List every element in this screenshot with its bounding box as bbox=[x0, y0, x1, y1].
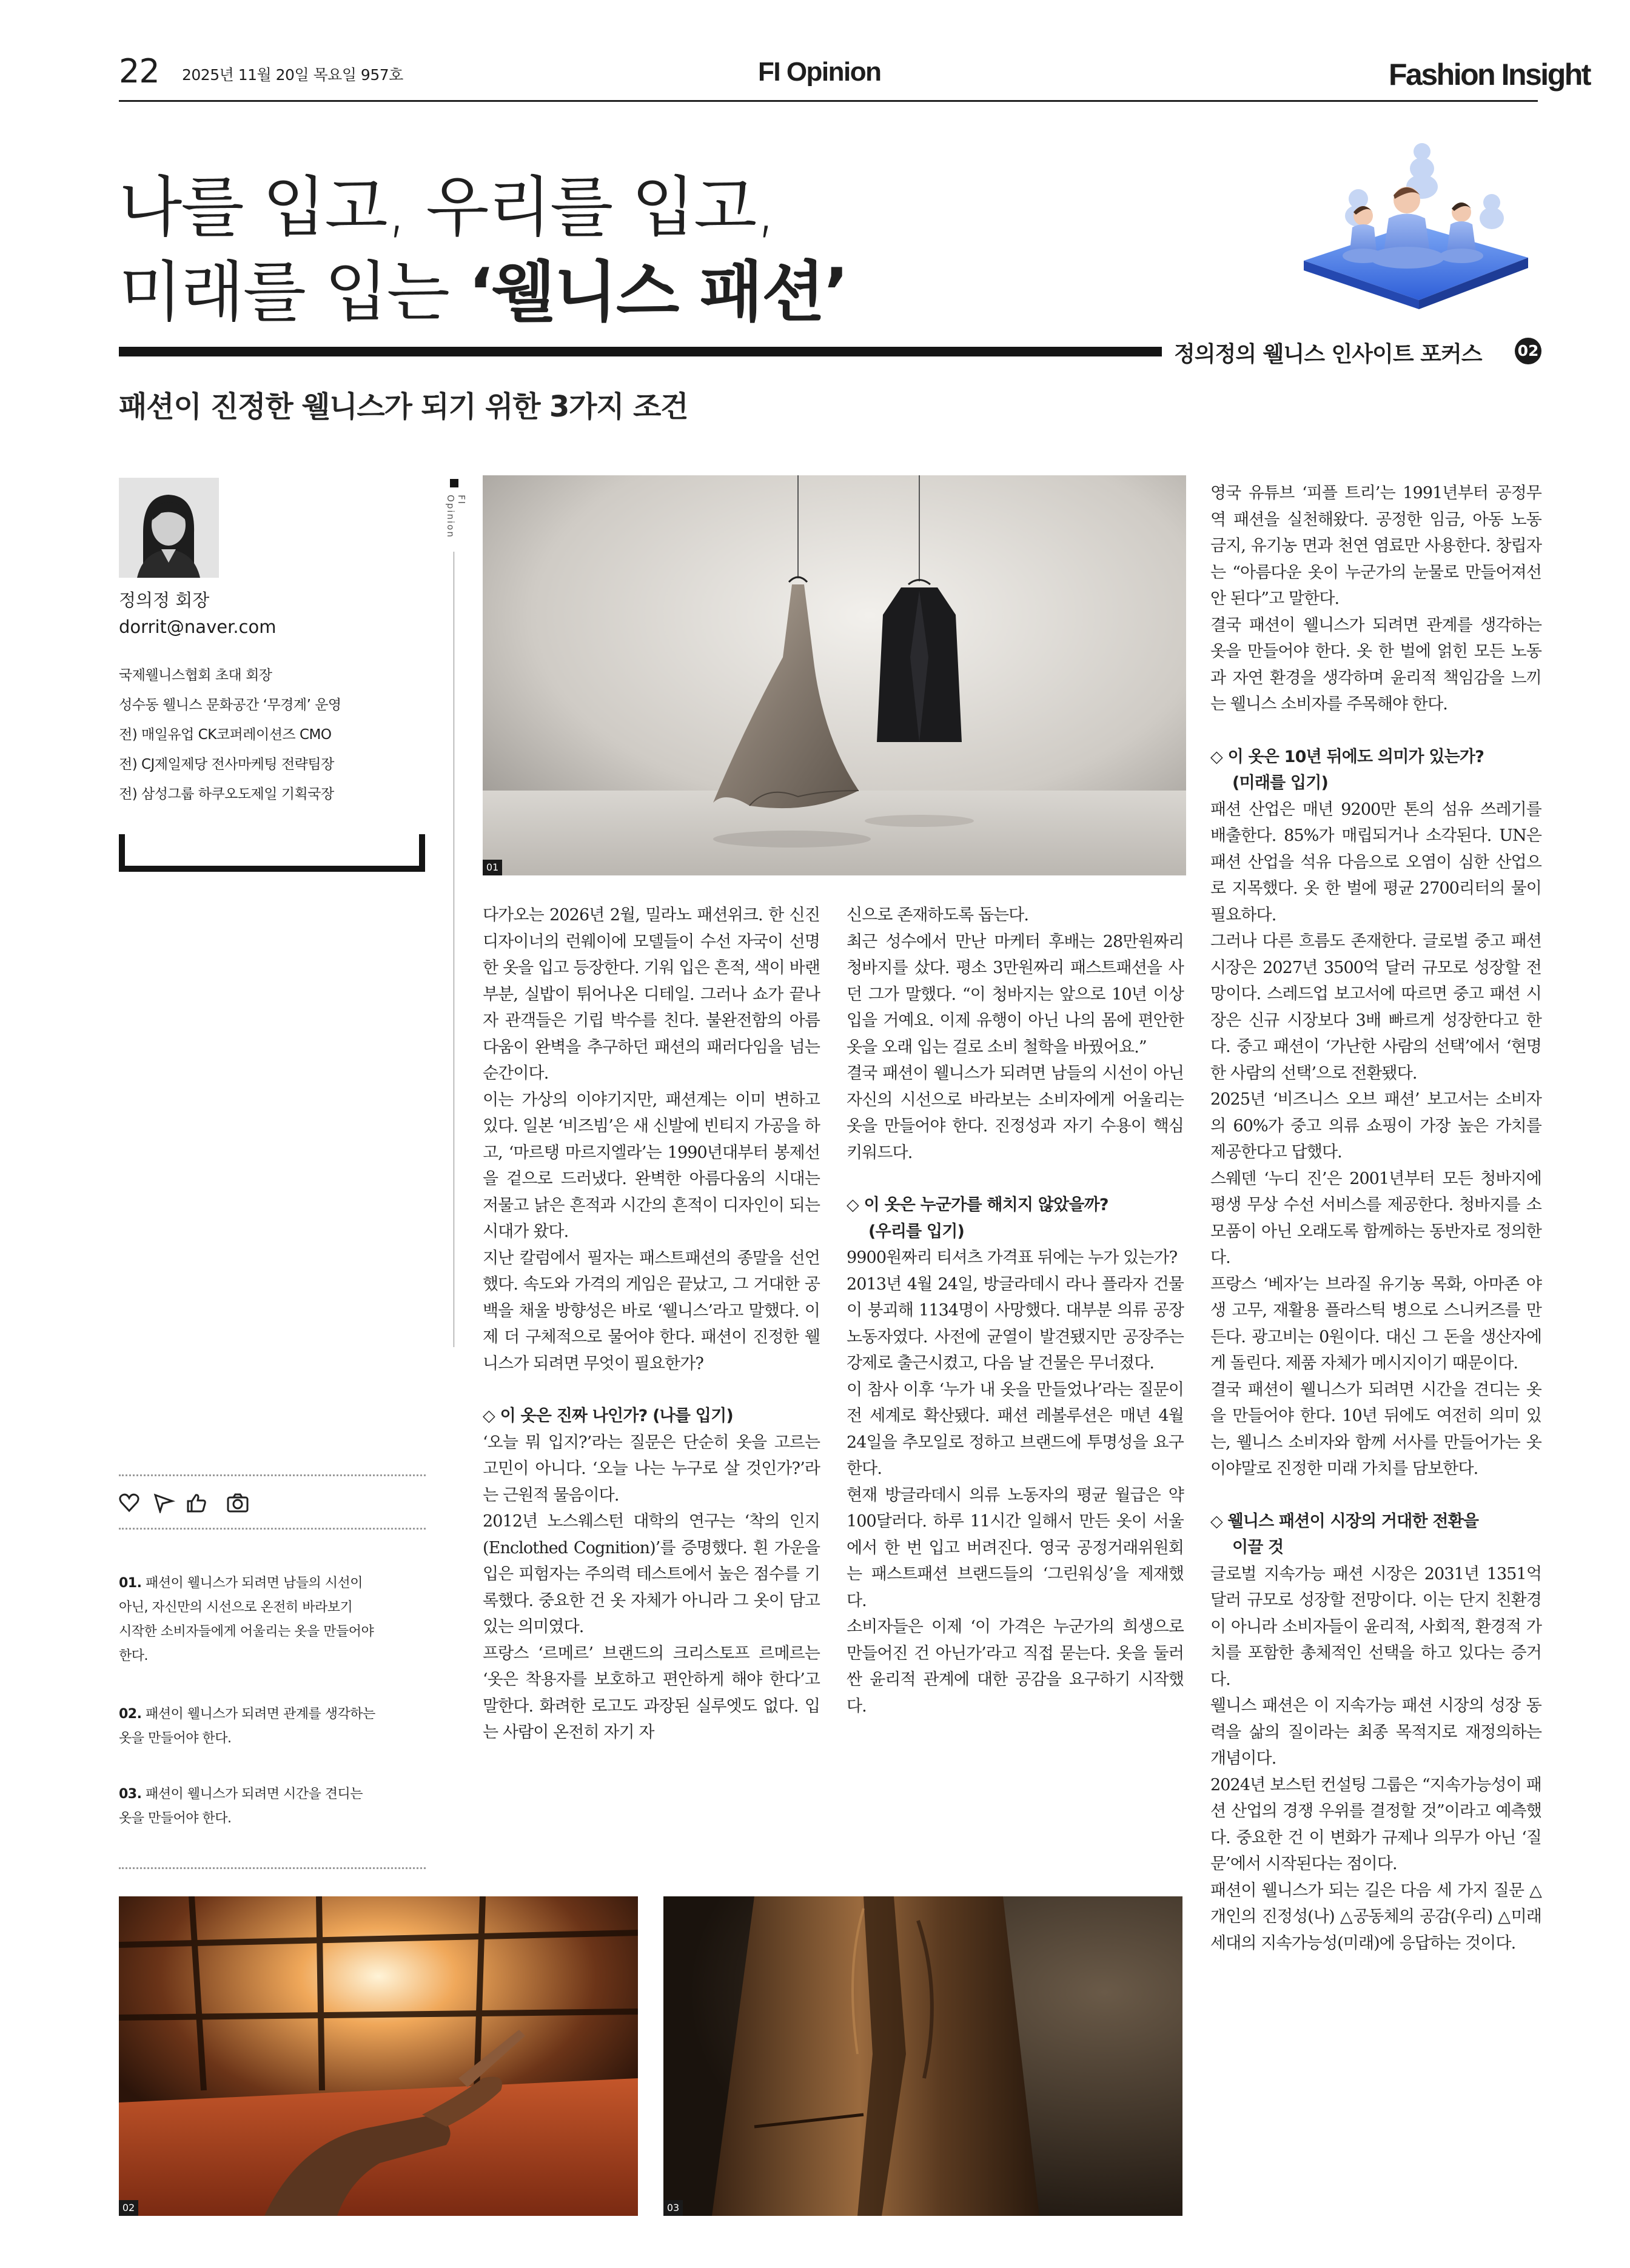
article-paragraph: 9900원짜리 티셔츠 가격표 뒤에는 누가 있는가? bbox=[847, 1248, 1178, 1267]
article-paragraph: 다가오는 2026년 2월, 밀라노 패션위크. 한 신진 디자이너의 런웨이에 모델들이 수선 자국이 선명한 옷을 입고 등장한다. 기워 입은 흔적, 색이 바랜 부분, 실밥이 튀어나온 디테일. 그러나 쇼가 끝나자 관객들은 기립 박수를 친다. 불완전함의 아름다움이 완벽을 추구하던 패션의 패러다임을 넘는 순간이다. bbox=[483, 906, 820, 1083]
summary-text: 옷을 만들어야 한다. bbox=[119, 1731, 232, 1746]
section-heading-line: ◇ 웰니스 패션이 시장의 거대한 전환을 bbox=[1210, 1511, 1479, 1531]
article-paragraph: 2024년 보스턴 컨설팅 그룹은 “지속가능성이 패션 산업의 경쟁 우위를 결정할 것”이라고 예측했다. 중요한 건 이 변화가 규제나 의무가 아닌 ‘질문’에서 시작된다는 점이다. bbox=[1210, 1775, 1541, 1873]
article-column-3 bbox=[1210, 480, 1541, 1956]
meditation-illustration bbox=[1292, 127, 1534, 309]
article-paragraph: 패션이 웰니스가 되는 길은 다음 세 가지 질문 △개인의 진정성(나) △공동체의 공감(우리) △미래 세대의 지속가능성(미래)에 응답하는 것이다. bbox=[1210, 1881, 1541, 1953]
author-email[interactable]: dorrit@naver.com bbox=[119, 617, 277, 637]
summary-text: 시작한 소비자들에게 어울리는 옷을 만들어야 bbox=[119, 1624, 374, 1639]
headline-line-2 bbox=[119, 239, 848, 333]
send-icon[interactable] bbox=[155, 1495, 172, 1511]
brand-logo: Fashion Insight bbox=[1389, 58, 1590, 92]
article-paragraph: 현재 방글라데시 의류 노동자의 평균 월급은 약 100달러다. 하루 11시간 일해서 만든 옷이 서울에서 한 번 입고 버려진다. 영국 공정거래위원회는 패스트패션 브랜드들의 ‘그린워싱’을 제재했다. bbox=[847, 1485, 1184, 1610]
headline-rule bbox=[119, 347, 1162, 356]
section-heading-subline: 이끌 것 bbox=[1232, 1538, 1284, 1557]
article-paragraph: 결국 패션이 웰니스가 되려면 남들의 시선이 아닌 자신의 시선으로 바라보는 소비자에게 어울리는 옷을 만들어야 한다. 진정성과 자기 수용이 핵심 키워드다. bbox=[847, 1064, 1184, 1162]
divider bbox=[119, 1474, 426, 1476]
summary-item bbox=[119, 1571, 434, 1668]
section-heading bbox=[1210, 744, 1541, 797]
article-paragraph: 스웨덴 ‘누디 진’은 2001년부터 모든 청바지에 평생 무상 수선 서비스를 제공한다. 청바지를 소모품이 아닌 오래도록 함께하는 동반자로 정의한다. bbox=[1210, 1169, 1541, 1267]
article-paragraph: 패션 산업은 매년 9200만 톤의 섬유 쓰레기를 배출한다. 85%가 매립되거나 소각된다. UN은 패션 산업을 석유 다음으로 오염이 심한 산업으로 지목했다. 옷 한 벌에 평균 2700리터의 물이 필요하다. bbox=[1210, 800, 1541, 925]
thumbs-up-icon[interactable] bbox=[188, 1495, 205, 1511]
page-number: 22 bbox=[119, 52, 159, 90]
headline-line-1: 나를 입고, 우리를 입고, bbox=[119, 170, 776, 246]
section-heading bbox=[847, 1192, 1184, 1245]
article-paragraph: 2012년 노스웨스턴 대학의 연구는 ‘착의 인지(Enclothed Cognition)’를 증명했다. 흰 가운을 입은 피험자는 주의력 테스트에서 높은 점수를 기록했다. 중요한 건 옷 자체가 아니라 그 옷이 담고 있는 의미였다. bbox=[483, 1512, 820, 1636]
divider bbox=[119, 1528, 426, 1530]
tailor-workshop-photo bbox=[119, 1896, 638, 2216]
article-paragraph: 그러나 다른 흐름도 존재한다. 글로벌 중고 패션 시장은 2027년 3500억 달러 규모로 성장할 전망이다. 스레드업 보고서에 따르면 중고 패션 시장은 신규 시장보다 3배 빠르게 성장한다고 한다. 중고 패션이 ‘가난한 사람의 선택’에서 ‘현명한 사람의 선택’으로 전환됐다. bbox=[1210, 932, 1541, 1083]
summary-item bbox=[119, 1782, 434, 1831]
image-number-tag: 03 bbox=[663, 2200, 683, 2216]
headline-line-2-bold: ‘웰니스 패션’ bbox=[468, 255, 848, 330]
author-portrait bbox=[119, 478, 219, 578]
article-paragraph: 글로벌 지속가능 패션 시장은 2031년 1351억 달러 규모로 성장할 전망이다. 이는 단지 친환경이 아니라 소비자들이 윤리적, 사회적, 환경적 가치를 포함한 총체적인 선택을 하고 있다는 증거다. bbox=[1210, 1564, 1541, 1689]
article-paragraph: 2025년 ‘비즈니스 오브 패션’ 보고서는 소비자의 60%가 중고 의류 쇼핑이 가장 높은 가치를 제공한다고 답했다. bbox=[1210, 1090, 1541, 1162]
career-item: 국제웰니스협회 초대 회장 bbox=[119, 667, 272, 683]
article-paragraph: 지난 칼럼에서 필자는 패스트패션의 종말을 선언했다. 속도와 가격의 게임은 끝났고, 그 거대한 공백을 채울 방향성은 바로 ‘웰니스’라고 말했다. 이제 더 구체적으로 물어야 한다. 패션이 진정한 웰니스가 되려면 무엇이 필요한가? bbox=[483, 1248, 820, 1373]
heart-icon[interactable] bbox=[120, 1494, 138, 1511]
paragraph-spacer bbox=[483, 1377, 820, 1403]
camera-icon[interactable] bbox=[228, 1494, 247, 1511]
share-icons bbox=[119, 1493, 249, 1513]
career-item: 전) 삼성그룹 하쿠오도제일 기획국장 bbox=[119, 786, 334, 802]
article-paragraph: 신으로 존재하도록 돕는다. bbox=[847, 906, 1029, 925]
article-paragraph: 이 참사 이후 ‘누가 내 옷을 만들었나’라는 질문이 전 세계로 확산됐다. 패션 레볼루션은 매년 4월 24일을 추모일로 정하고 브랜드에 투명성을 요구한다. bbox=[847, 1380, 1184, 1478]
section-heading bbox=[1210, 1508, 1541, 1561]
masthead-rule bbox=[119, 100, 1538, 102]
career-item: 성수동 웰니스 문화공간 ‘무경계’ 운영 bbox=[119, 697, 341, 713]
article-paragraph: 2013년 4월 24일, 방글라데시 라나 플라자 건물이 붕괴해 1134명이 사망했다. 대부분 의류 공장 노동자였다. 사전에 균열이 발견됐지만 공장주는 강제로 출근시켰고, 다음 날 건물은 무너졌다. bbox=[847, 1274, 1184, 1373]
section-heading-subline: (우리를 입기) bbox=[868, 1222, 965, 1241]
section-heading bbox=[483, 1403, 820, 1430]
summary-number: 01. bbox=[119, 1576, 142, 1591]
leather-jacket-photo bbox=[663, 1896, 1182, 2216]
article-paragraph: 영국 유튜브 ‘피플 트리’는 1991년부터 공정무역 패션을 실천해왔다. 공정한 임금, 아동 노동 금지, 유기농 면과 천연 염료만 사용한다. 창립자는 “아름다운 옷이 누군가의 눈물로 만들어져선 안 된다”고 말한다. bbox=[1210, 484, 1541, 608]
paragraph-spacer bbox=[1210, 718, 1541, 744]
article-paragraph: 웰니스 패션은 이 지속가능 패션 시장의 성장 동력을 삶의 질이라는 최종 목적지로 재정의하는 개념이다. bbox=[1210, 1696, 1541, 1768]
summary-text: 아닌, 자신만의 시선으로 온전히 바라보기 bbox=[119, 1600, 353, 1615]
author-name: 정의정 회장 bbox=[119, 590, 210, 610]
article-paragraph: ‘오늘 뭐 입지?’라는 질문은 단순히 옷을 고르는 고민이 아니다. ‘오늘 나는 누구로 살 것인가?’라는 근원적 물음이다. bbox=[483, 1433, 820, 1505]
image-number-tag: 02 bbox=[119, 2200, 138, 2216]
section-heading-line: ◇ 이 옷은 10년 뒤에도 의미가 있는가? bbox=[1210, 747, 1484, 766]
section-heading-line: ◇ 이 옷은 누군가를 해치지 않았을까? bbox=[847, 1196, 1108, 1214]
article-column-2 bbox=[847, 902, 1184, 1719]
summary-text: 한다. bbox=[119, 1648, 148, 1664]
subheadline: 패션이 진정한 웰니스가 되기 위한 3가지 조건 bbox=[119, 390, 688, 424]
author-career bbox=[119, 661, 341, 809]
summary-text: 패션이 웰니스가 되려면 관계를 생각하는 bbox=[145, 1707, 375, 1722]
summary-number: 02. bbox=[119, 1707, 142, 1722]
summary-text: 옷을 만들어야 한다. bbox=[119, 1811, 232, 1826]
summary-text: 패션이 웰니스가 되려면 남들의 시선이 bbox=[145, 1576, 363, 1591]
series-label: 정의정의 웰니스 인사이트 포커스 bbox=[1174, 342, 1482, 367]
article-paragraph: 프랑스 ‘르메르’ 브랜드의 크리스토프 르메르는 ‘옷은 착용자를 보호하고 편안하게 해야 한다’고 말한다. 화려한 로고도 과장된 실루엣도 없다. 입는 사람이 온전히 자기 자 bbox=[483, 1644, 820, 1742]
article-column-1 bbox=[483, 902, 820, 1746]
section-title: FI Opinion bbox=[758, 57, 881, 87]
paragraph-spacer bbox=[847, 1166, 1184, 1192]
headline-line-2-plain: 미래를 입는 bbox=[119, 255, 469, 330]
article-paragraph: 결국 패션이 웰니스가 되려면 관계를 생각하는 옷을 만들어야 한다. 옷 한 벌에 얽힌 모든 노동과 자연 환경을 생각하며 윤리적 책임감을 느끼는 웰니스 소비자를 주목해야 한다. bbox=[1210, 615, 1541, 714]
article-paragraph: 최근 성수에서 만난 마케터 후배는 28만원짜리 청바지를 샀다. 평소 3만원짜리 패스트패션을 사던 그가 말했다. “이 청바지는 앞으로 10년 이상 입을 거예요. 이제 유행이 아닌 나의 몸에 편안한 옷을 오래 입는 걸로 소비 철학을 바꿨어요.” bbox=[847, 932, 1184, 1057]
article-paragraph: 소비자들은 이제 ‘이 가격은 누군가의 희생으로 만들어진 건 아닌가’라고 직접 묻는다. 옷을 둘러싼 윤리적 관계에 대한 공감을 요구하기 시작했다. bbox=[847, 1617, 1184, 1716]
series-number-badge: 02 bbox=[1515, 338, 1541, 364]
summary-text: 패션이 웰니스가 되려면 시간을 견디는 bbox=[145, 1787, 363, 1802]
hanging-clothes-photo bbox=[483, 475, 1186, 875]
article-paragraph: 프랑스 ‘베자’는 브라질 유기농 목화, 아마존 야생 고무, 재활용 플라스틱 병으로 스니커즈를 만든다. 광고비는 0원이다. 대신 그 돈을 생산자에게 돌린다. 제품 자체가 메시지이기 때문이다. bbox=[1210, 1274, 1541, 1373]
issue-date: 2025년 11월 20일 목요일 957호 bbox=[182, 66, 403, 84]
image-number-tag: 01 bbox=[483, 860, 502, 875]
summary-item bbox=[119, 1702, 434, 1751]
article-paragraph: 결국 패션이 웰니스가 되려면 시간을 견디는 옷을 만들어야 한다. 10년 뒤에도 여전히 의미 있는, 웰니스 소비자와 함께 서사를 만들어가는 옷이야말로 진정한 미래 가치를 담보한다. bbox=[1210, 1380, 1541, 1478]
section-heading-line: ◇ 이 옷은 진짜 나인가? (나를 입기) bbox=[483, 1407, 733, 1425]
divider bbox=[119, 1867, 426, 1869]
career-item: 전) 매일유업 CK코퍼레이션즈 CMO bbox=[119, 727, 332, 743]
career-item: 전) CJ제일제당 전사마케팅 전략팀장 bbox=[119, 757, 334, 772]
vertical-label-text: FI Opinion bbox=[445, 495, 467, 538]
summary-number: 03. bbox=[119, 1787, 142, 1802]
label-square bbox=[450, 479, 458, 487]
paragraph-spacer bbox=[1210, 1482, 1541, 1508]
author-bracket-frame bbox=[119, 834, 425, 872]
section-heading-subline: (미래를 입기) bbox=[1232, 774, 1329, 792]
article-paragraph: 이는 가상의 이야기지만, 패션계는 이미 변하고 있다. 일본 ‘비즈빔’은 새 신발에 빈티지 가공을 하고, ‘마르탱 마르지엘라’는 1990년대부터 봉제선을 겉으로 드러냈다. 완벽한 아름다움의 시대는 저물고 낡은 흔적과 시간의 흔적이 디자인이 되는 시대가 왔다. bbox=[483, 1090, 820, 1241]
